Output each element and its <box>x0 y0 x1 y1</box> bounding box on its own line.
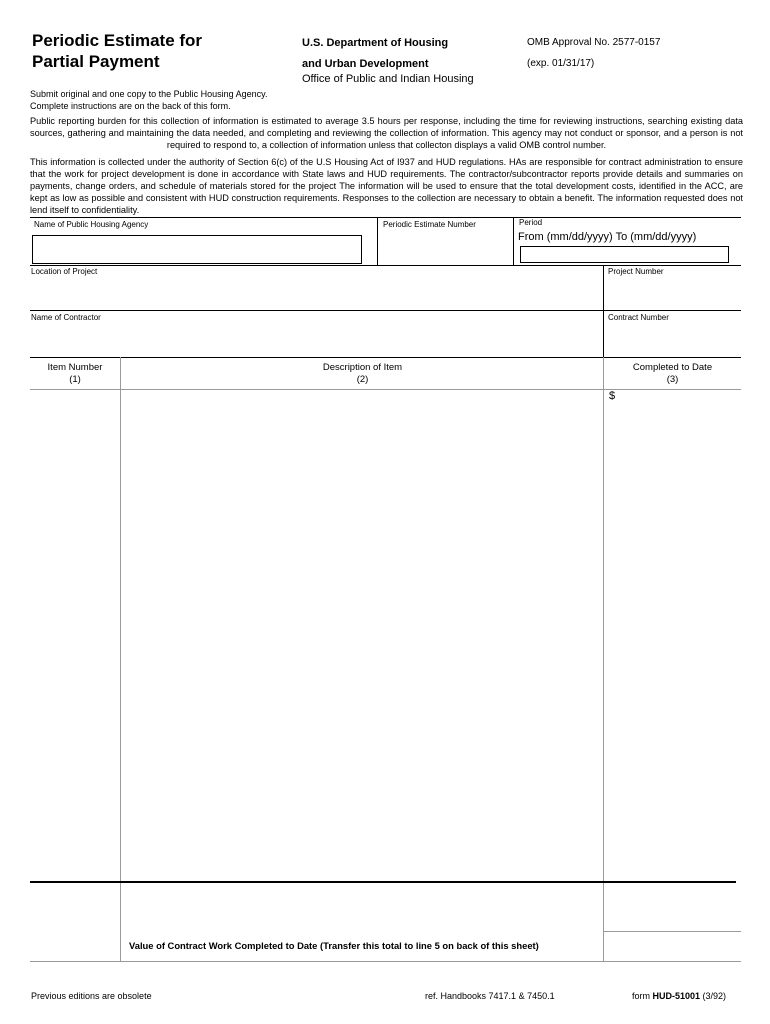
handbook-reference: ref. Handbooks 7417.1 & 7450.1 <box>425 991 555 1001</box>
location-label: Location of Project <box>31 267 98 276</box>
burden-statement: Public reporting burden for this collection of information is estimated to average 3.5 hours per response, including the time for reviewing instructions, searching existing data sources, gathering and maintaining the data needed, and completing and reviewing the collection of information. This agency may not conduct or sponsor, and a person is not required to respond to, a collection of information unless that collecton displays a valid OMB control number. <box>30 116 743 150</box>
divider-period <box>513 217 514 265</box>
pha-name-label: Name of Public Housing Agency <box>34 220 149 229</box>
col2-num: (2) <box>356 374 369 385</box>
completed-to-date-column[interactable] <box>605 406 740 878</box>
contract-number-label: Contract Number <box>608 313 669 322</box>
department-line1: U.S. Department of Housing <box>302 37 449 49</box>
column-header-completed <box>604 362 741 386</box>
divider-project-number <box>603 265 604 310</box>
divider-estimate <box>377 217 378 265</box>
contract-number-field[interactable] <box>606 326 740 355</box>
submit-instructions <box>30 88 267 112</box>
submit-line1: Submit original and one copy to the Public Housing Agency. <box>30 89 268 99</box>
col1-title: Item Number <box>47 362 103 373</box>
office-name: Office of Public and Indian Housing <box>302 73 474 85</box>
col2-title: Description of Item <box>322 362 403 373</box>
divider-contract-number <box>603 310 604 357</box>
table-bottom-rule <box>30 961 741 962</box>
total-box-top-rule <box>604 931 741 932</box>
pha-name-field[interactable] <box>32 235 362 264</box>
period-range-label: From (mm/dd/yyyy) To (mm/dd/yyyy) <box>518 231 697 243</box>
form-title-line1: Periodic Estimate for <box>32 31 203 50</box>
form-number <box>632 991 726 1001</box>
project-number-label: Project Number <box>608 267 664 276</box>
omb-approval: OMB Approval No. 2577-0157 <box>527 37 661 48</box>
contractor-field[interactable] <box>31 326 601 355</box>
column-header-description <box>121 362 604 386</box>
fields-row1-rule <box>30 265 741 266</box>
total-label: Value of Contract Work Completed to Date (Transfer this total to line 5 on back of this sheet) <box>129 940 539 951</box>
total-value-field[interactable] <box>605 933 740 960</box>
period-field[interactable] <box>520 246 729 263</box>
fields-top-rule <box>30 217 741 218</box>
contractor-label: Name of Contractor <box>31 313 101 322</box>
column-header-item-number <box>30 362 120 386</box>
period-label: Period <box>519 218 543 227</box>
currency-symbol: $ <box>609 390 616 402</box>
omb-expiration: (exp. 01/31/17) <box>527 58 595 69</box>
location-field[interactable] <box>31 280 601 308</box>
form-prefix: form <box>632 991 653 1001</box>
submit-line2: Complete instructions are on the back of this form. <box>30 101 231 111</box>
table-total-rule <box>30 881 736 883</box>
form-id: HUD-51001 <box>652 991 701 1001</box>
form-title-line2: Partial Payment <box>32 52 160 71</box>
col3-title: Completed to Date <box>632 362 713 373</box>
description-column[interactable] <box>122 392 602 878</box>
authority-statement: This information is collected under the authority of Section 6(c) of the U.S Housing Act of I937 and HUD regulations. HAs are responsible for contract administration to ensure that the work for project development is done in accordance with State laws and HUD requirements. The contractor/subcontractor reports provide details and summaries on payments, change orders, and schedule of materials stored for the project The information will be used to ensure that the total development costs, identified in the ACC, are kept as low as possible and consistent with HUD construction requirements. Responses to the collection are necessary to obtain a benefit. The information requested does not lend itself to confidentiality. <box>30 157 743 215</box>
fields-row3-rule <box>30 357 741 358</box>
table-header-rule <box>30 389 741 390</box>
form-date: (3/92) <box>700 991 727 1001</box>
table-col-divider-2 <box>603 357 604 961</box>
item-number-column[interactable] <box>31 392 119 878</box>
department-line2: and Urban Development <box>302 58 429 70</box>
project-number-field[interactable] <box>606 280 740 308</box>
table-col-divider-1 <box>120 357 121 961</box>
form-title <box>32 30 202 72</box>
col3-num: (3) <box>666 374 679 385</box>
col1-num: (1) <box>69 374 81 385</box>
obsolete-notice: Previous editions are obsolete <box>31 991 152 1001</box>
estimate-number-label: Periodic Estimate Number <box>383 220 476 229</box>
fields-row2-rule <box>30 310 741 311</box>
